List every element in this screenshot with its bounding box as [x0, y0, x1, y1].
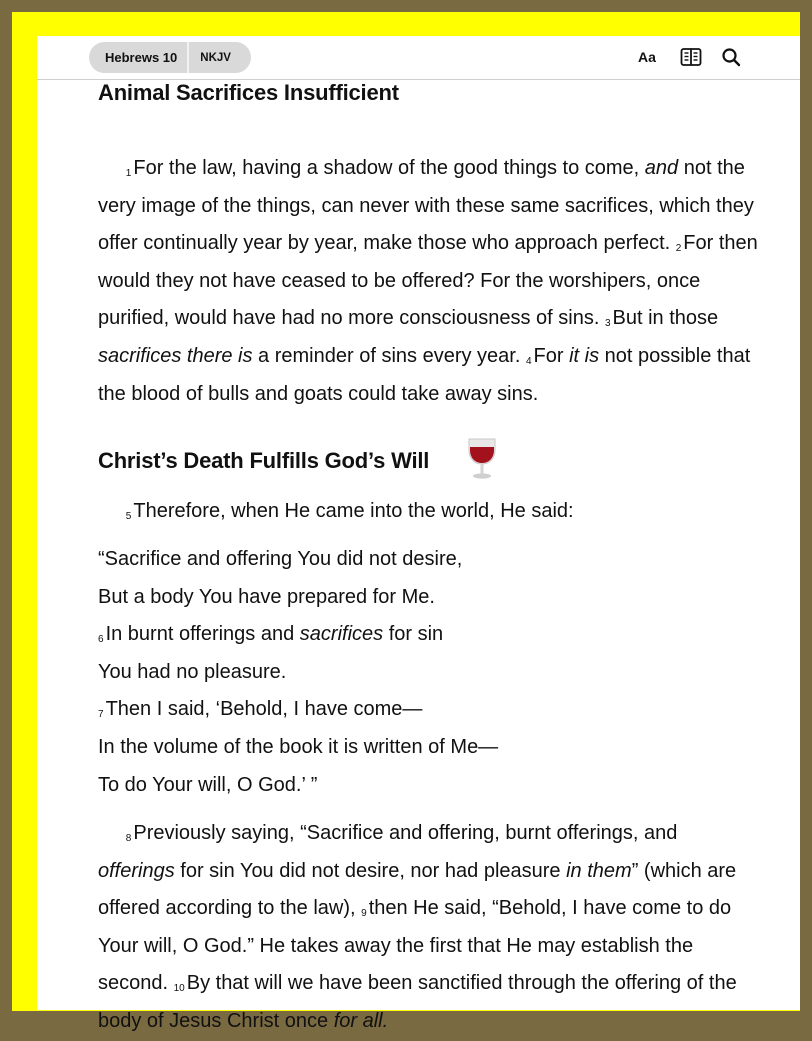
verse-text-italic: sacrifices: [299, 623, 384, 646]
poem-line: To do Your will, O God.’ ”: [98, 773, 318, 796]
poem-line: In the volume of the book it is written of Me—: [98, 735, 499, 758]
section-heading-row: [98, 436, 499, 485]
verse-text: for sin You did not desire, nor had pleasure: [174, 859, 567, 882]
verse-text: In burnt offerings and: [105, 623, 300, 646]
verse-number[interactable]: 10: [173, 983, 185, 995]
verse-text-italic: it is: [569, 344, 600, 367]
verse-text: for sin: [383, 623, 444, 646]
top-toolbar: [37, 36, 800, 80]
verse-number[interactable]: 2: [675, 243, 682, 255]
verse-text-italic: offerings: [98, 859, 175, 882]
poem-line: [98, 616, 498, 654]
verse-text: not possible that the blood of bulls and goats could take away sins.: [98, 344, 751, 405]
verse-text: ” (which are offered according to the law),: [98, 859, 737, 920]
section-heading-christs-death: Christ’s Death Fulfills God’s Will: [98, 447, 430, 473]
verse-number[interactable]: 3: [604, 318, 611, 330]
verses-1-4-paragraph: [98, 150, 758, 413]
verse-number[interactable]: 8: [125, 833, 132, 844]
verse-text-italic: for all.: [333, 1009, 389, 1032]
poem-line: “Sacrifice and offering You did not desire,: [98, 548, 463, 570]
verse-text: then He said, “Behold, I have come to do Your will, O God.” He takes away the first that He may establish the second.: [98, 897, 732, 995]
verse-text: For then would they not have ceased to be offered? For the worshipers, once purified, would have had no more consciousness of sins.: [98, 232, 758, 330]
verse-text-italic: in them: [566, 859, 632, 882]
verse-text: not the very image of the things, can never with these same sacrifices, which they offer continually year by year, make those who approach perfect.: [98, 157, 754, 255]
verse-number[interactable]: 4: [525, 355, 532, 367]
verse-text: For the law, having a shadow of the good things to come,: [133, 157, 645, 179]
verse-text: Then I said, ‘Behold, I have come—: [105, 698, 423, 721]
verse-number[interactable]: 5: [125, 511, 132, 522]
verse-number[interactable]: 7: [98, 709, 104, 721]
verse-number[interactable]: 1: [125, 168, 132, 179]
verse-text: a reminder of sins every year.: [252, 344, 526, 367]
book-icon[interactable]: [680, 46, 702, 68]
verse-text: For: [533, 344, 570, 367]
book-chapter-button[interactable]: Hebrews 10: [89, 42, 189, 73]
reader-screen: [37, 36, 800, 1032]
verse-number[interactable]: 9: [361, 908, 367, 920]
wine-glass-icon: [465, 436, 499, 485]
poem-line: But a body You have prepared for Me.: [98, 585, 435, 608]
search-icon[interactable]: [721, 46, 741, 68]
poem-line: You had no pleasure.: [98, 660, 287, 683]
verse-text: Previously saying, “Sacrifice and offering, burnt offerings, and: [133, 822, 678, 844]
quotation-poem: [98, 541, 498, 804]
verse-text-italic: sacrifices there is: [98, 344, 253, 367]
verse-text-italic: and: [644, 157, 679, 179]
verse-number[interactable]: 6: [98, 634, 104, 646]
poem-line: [98, 691, 498, 729]
chapter-version-selector: [89, 42, 251, 73]
verse-5-paragraph: [98, 493, 574, 531]
verse-text: But in those: [612, 307, 719, 330]
verse-text: By that will we have been sanctified through the offering of the body of Jesus Christ once: [98, 972, 737, 1032]
font-size-icon[interactable]: Aa: [638, 49, 656, 65]
version-button[interactable]: NKJV: [200, 51, 231, 64]
verses-8-10-paragraph: [98, 815, 758, 1041]
verse-text: Therefore, when He came into the world, He said:: [133, 500, 574, 522]
highlight-frame: [12, 12, 800, 1032]
section-heading-animal-sacrifices: Animal Sacrifices Insufficient: [98, 80, 399, 105]
